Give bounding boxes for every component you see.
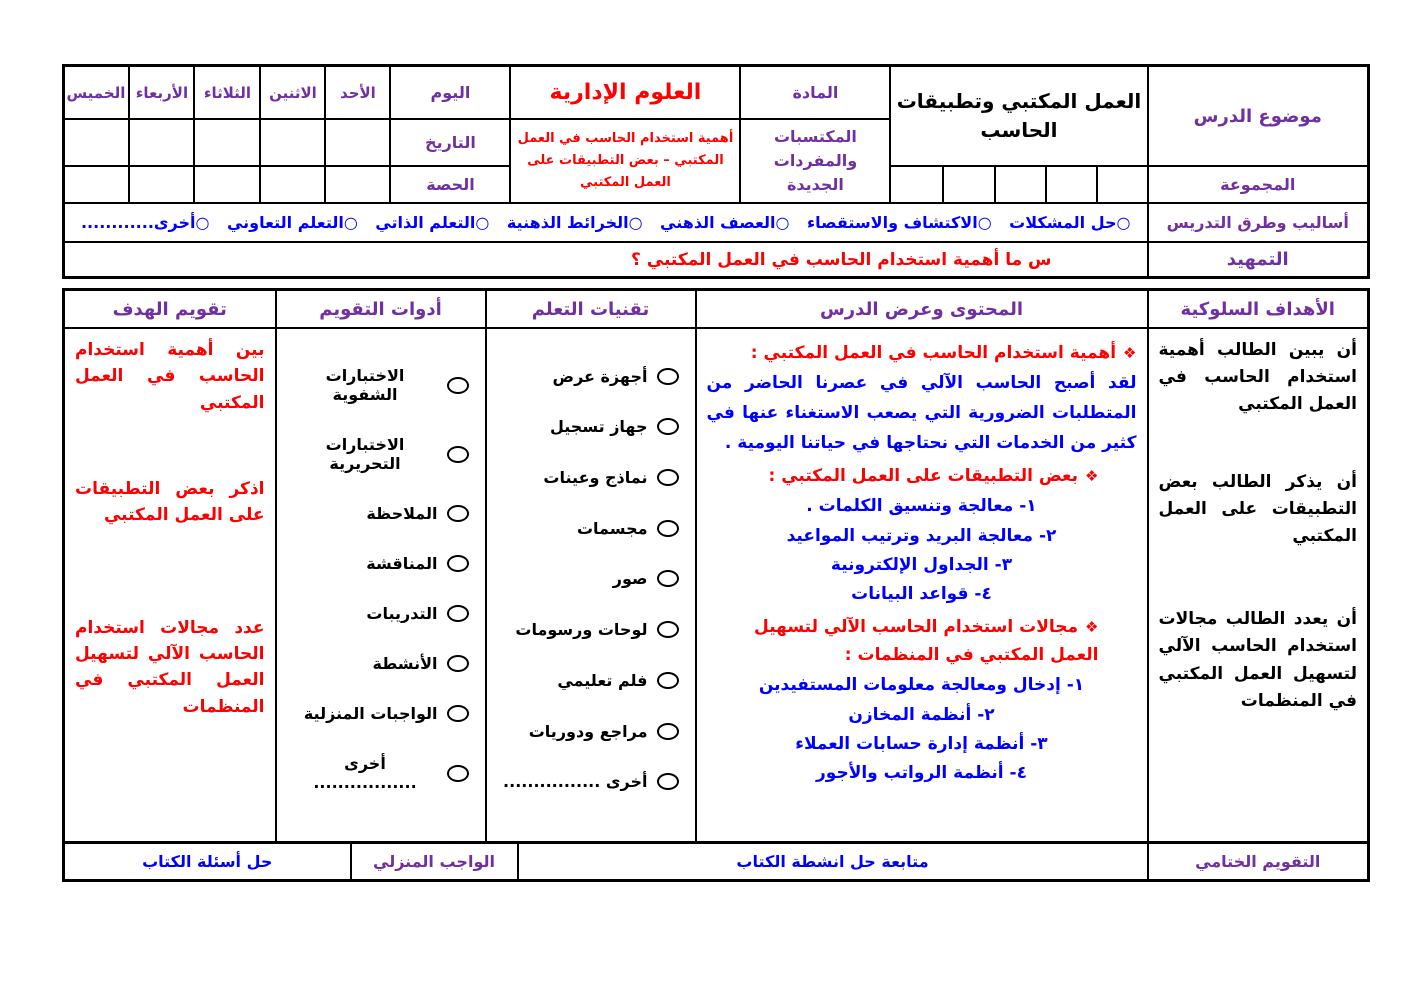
content-heading-text: أهمية استخدام الحاسب في العمل المكتبي : [750, 343, 1117, 363]
content-list-item: ١- إدخال ومعالجة معلومات المستفيدين [758, 675, 1085, 696]
tech-item [503, 519, 679, 538]
choice-circle-icon [447, 765, 469, 782]
choice-circle-icon [447, 505, 469, 522]
day-header-sunday: الأحد [325, 66, 390, 120]
choice-circle-icon [447, 555, 469, 572]
tool-item [293, 704, 469, 723]
method-option: ○حل المشكلات [1009, 213, 1131, 232]
group-label: المجموعة [1148, 166, 1369, 203]
objective-item: أن يبين الطالب أهمية استخدام الحاسب في العمل المكتبي [1158, 340, 1357, 415]
tool-item-label: الواجبات المنزلية [303, 704, 438, 723]
tools-column [276, 328, 486, 843]
choice-circle-icon [447, 705, 469, 722]
subject-value: العلوم الإدارية [510, 66, 740, 120]
method-option: ○التعلم التعاوني [226, 213, 358, 232]
homework-label: الواجب المنزلي [351, 843, 518, 881]
period-cell-monday [260, 166, 325, 203]
tool-item [293, 754, 469, 792]
tool-item [293, 435, 469, 473]
lesson-topic-label: موضوع الدرس [1148, 66, 1369, 167]
content-heading [707, 613, 1137, 669]
diamond-bullet-icon: ❖ [1085, 618, 1099, 637]
content-paragraph: لقد أصبح الحاسب الآلي في عصرنا الحاضر من المتطلبات الضرورية التي يصعب الاستغناء عنها في كثير من الخدمات التي نحتاجها في حياتنا اليومية . [706, 373, 1137, 453]
diamond-bullet-icon: ❖ [1085, 467, 1099, 486]
content-list-item: ٢- أنظمة المخازن [848, 704, 995, 725]
method-option: ○العصف الذهني [660, 213, 790, 232]
objectives-column [1148, 328, 1369, 843]
tech-item [503, 367, 679, 386]
tech-item-label: فلم تعليمي [557, 670, 648, 690]
tech-item-label: صور [612, 569, 648, 589]
tool-item-label: الملاحظة [366, 504, 438, 523]
group-cell [890, 166, 942, 203]
homework-value: حل أسئلة الكتاب [64, 843, 351, 881]
goal-eval-column [64, 328, 276, 843]
goal-eval-header: تقويم الهدف [64, 290, 276, 329]
choice-circle-icon [657, 368, 679, 385]
tech-item-label: مجسمات [576, 518, 648, 538]
tool-item [293, 504, 469, 523]
tech-column [486, 328, 696, 843]
choice-circle-icon [657, 672, 679, 689]
period-cell-wednesday [129, 166, 194, 203]
introduction-label: التمهيد [1148, 242, 1369, 278]
content-list-item: ٢- معالجة البريد وترتيب المواعيد [786, 525, 1057, 546]
tech-item-label: نماذج وعينات [543, 468, 648, 488]
tool-item [293, 654, 469, 673]
introduction-question: س ما أهمية استخدام الحاسب في العمل المكتبي ؟ [63, 242, 1147, 278]
group-cell [1046, 166, 1097, 203]
content-heading [707, 339, 1137, 367]
lesson-info-table [62, 64, 1370, 279]
tech-item-label: جهاز تسجيل [549, 417, 648, 437]
choice-circle-icon [447, 605, 469, 622]
content-list-item: ٣- الجداول الإلكترونية [830, 554, 1013, 575]
date-label: التاريخ [390, 119, 510, 166]
tool-item-label: المناقشة [366, 554, 438, 573]
period-cell-sunday [325, 166, 390, 203]
final-eval-value: متابعة حل انشطة الكتاب [518, 843, 1148, 881]
day-header-thursday: الخميس [63, 66, 129, 120]
diamond-bullet-icon: ❖ [1123, 344, 1137, 362]
content-heading-text: بعض التطبيقات على العمل المكتبي : [768, 466, 1079, 487]
content-heading-text: مجالات استخدام الحاسب الآلي لتسهيل العمل المكتبي في المنظمات : [754, 617, 1099, 666]
tech-item-label: مراجع ودوريات [528, 721, 648, 741]
date-cell-thursday [63, 119, 129, 166]
date-cell-sunday [325, 119, 390, 166]
date-cell-tuesday [194, 119, 260, 166]
tech-item-label: أجهزة عرض [552, 366, 648, 386]
acquisitions-value: أهمية استخدام الحاسب في العمل المكتبي – بعض التطبيقات على العمل المكتبي [510, 119, 740, 203]
group-cell [943, 166, 995, 203]
tech-item [503, 722, 679, 741]
content-list-item: ١- معالجة وتنسيق الكلمات . [806, 496, 1037, 517]
period-cell-tuesday [194, 166, 260, 203]
teaching-methods-label: أساليب وطرق التدريس [1148, 203, 1369, 242]
subject-label: المادة [740, 66, 890, 120]
acquisitions-label: المكتسبات والمفردات الجديدة [740, 119, 890, 203]
lesson-plan-sheet [65, 64, 1370, 882]
tech-item [503, 569, 679, 588]
content-list-item: ٣- أنظمة إدارة حسابات العملاء [795, 733, 1048, 754]
tech-item [503, 671, 679, 690]
tool-item [293, 554, 469, 573]
method-option: ○الاكتشاف والاستقصاء [806, 213, 992, 232]
tool-item-label: الأنشطة [372, 654, 438, 673]
choice-circle-icon [447, 377, 469, 394]
lesson-topic-value: العمل المكتبي وتطبيقات الحاسب [890, 66, 1147, 167]
tech-item [503, 772, 679, 791]
date-cell-wednesday [129, 119, 194, 166]
day-header-wednesday: الأربعاء [129, 66, 194, 120]
tool-item-label: التدريبات [366, 604, 438, 623]
method-option: ○الخرائط الذهنية [506, 213, 643, 232]
objective-item: أن يعدد الطالب مجالات استخدام الحاسب الآلي لتسهيل العمل المكتبي في المنظمات [1158, 609, 1357, 711]
tool-item [293, 366, 469, 404]
period-label: الحصة [390, 166, 510, 203]
tool-item [293, 604, 469, 623]
tech-item-label: لوحات ورسومات [515, 620, 648, 640]
choice-circle-icon [657, 570, 679, 587]
goal-eval-item: عدد مجالات استخدام الحاسب الآلي لتسهيل العمل المكتبي في المنظمات [75, 617, 265, 717]
tool-item-label: الاختبارات التحريرية [325, 435, 405, 473]
date-cell-monday [260, 119, 325, 166]
day-label: اليوم [390, 66, 510, 120]
lesson-footer-table [62, 841, 1370, 882]
choice-circle-icon [657, 520, 679, 537]
tech-item [503, 620, 679, 639]
choice-circle-icon [657, 723, 679, 740]
choice-circle-icon [657, 418, 679, 435]
final-eval-label: التقويم الختامي [1148, 843, 1369, 881]
tool-item-label: أخرى ................. [313, 754, 417, 792]
tech-item [503, 417, 679, 436]
group-cell [995, 166, 1046, 203]
choice-circle-icon [657, 773, 679, 790]
objective-item: أن يذكر الطالب بعض التطبيقات على العمل المكتبي [1158, 471, 1357, 546]
content-header: المحتوى وعرض الدرس [696, 290, 1148, 329]
tool-item-label: الاختبارات الشفوية [325, 366, 405, 404]
content-list-item: ٤- أنظمة الرواتب والأجور [816, 763, 1027, 784]
choice-circle-icon [447, 655, 469, 672]
tech-header: تقنيات التعلم [486, 290, 696, 329]
tech-item-label: أخرى ................ [503, 772, 648, 792]
method-option: ○أخرى............ [80, 213, 210, 232]
method-option: ○التعلم الذاتي [375, 213, 490, 232]
period-cell-thursday [63, 166, 129, 203]
tech-item [503, 468, 679, 487]
teaching-methods-options [63, 203, 1147, 242]
content-column [696, 328, 1148, 843]
tools-header: أدوات التقويم [276, 290, 486, 329]
lesson-main-table [62, 288, 1370, 844]
group-cell [1097, 166, 1148, 203]
content-list-item: ٤- قواعد البيانات [851, 584, 992, 605]
goal-eval-item: بين أهمية استخدام الحاسب في العمل المكتبي [75, 340, 265, 413]
goal-eval-item: اذكر بعض التطبيقات على العمل المكتبي [75, 479, 265, 526]
choice-circle-icon [657, 621, 679, 638]
day-header-monday: الاثنين [260, 66, 325, 120]
choice-circle-icon [447, 446, 469, 463]
content-heading [707, 462, 1137, 490]
day-header-tuesday: الثلاثاء [194, 66, 260, 120]
choice-circle-icon [657, 469, 679, 486]
objectives-header: الأهداف السلوكية [1148, 290, 1369, 329]
